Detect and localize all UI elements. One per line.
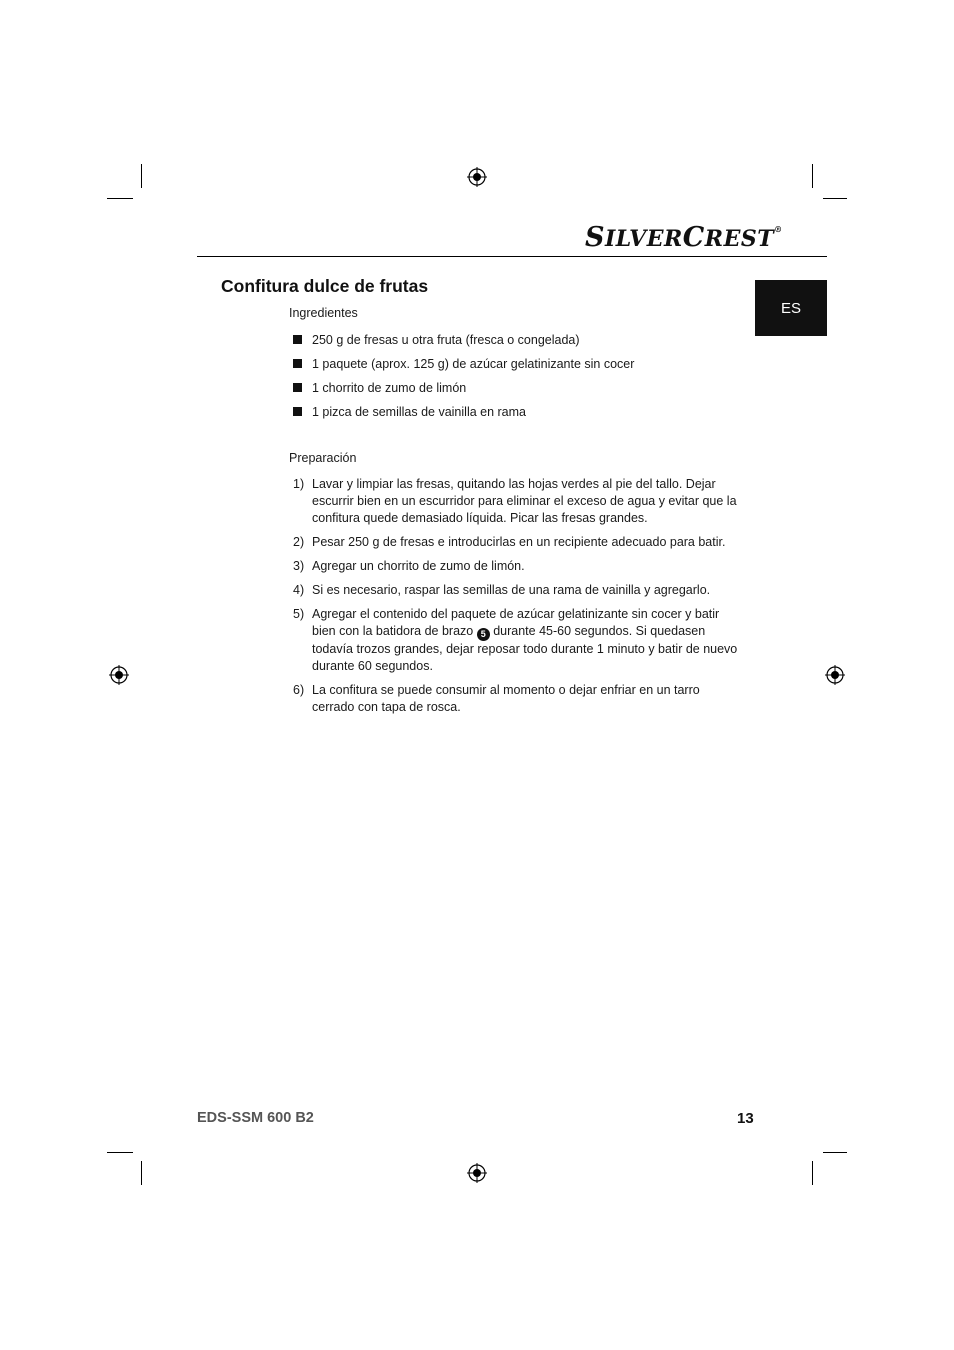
crop-mark [107,1152,133,1153]
crop-mark [141,1161,142,1185]
preparation-heading: Preparación [289,451,357,465]
registration-mark-icon [109,665,129,685]
ingredients-heading: Ingredientes [289,306,358,320]
model-number: EDS-SSM 600 B2 [197,1110,314,1126]
bullet-square-icon [293,383,302,392]
crop-mark [812,1161,813,1185]
crop-mark [141,164,142,188]
registration-mark-icon [825,665,845,685]
part-number-badge: 5 [477,628,490,641]
page-title: Confitura dulce de frutas [221,276,429,296]
list-item: 3) Agregar un chorrito de zumo de limón. [293,559,525,573]
crop-mark [823,1152,847,1153]
bullet-square-icon [293,359,302,368]
registration-mark-icon [467,1163,487,1183]
crop-mark [823,198,847,199]
crop-mark [812,164,813,188]
list-item: 2) Pesar 250 g de fresas e introducirlas en un recipiente adecuado para batir. [293,535,726,549]
header-rule [197,256,827,257]
bullet-square-icon [293,335,302,344]
registration-mark-icon [467,167,487,187]
language-tab [755,280,827,336]
list-item: 4) Si es necesario, raspar las semillas de una rama de vainilla y agregarlo. [293,583,711,597]
list-item: 6) La confitura se puede consumir al momento o dejar enfriar en un tarro cerrado con tapa de rosca. [293,683,700,714]
bullet-square-icon [293,407,302,416]
language-tab-label: ES [780,299,801,317]
page-number: 13 [737,1110,754,1127]
list-item: 5) Agregar el contenido del paquete de azúcar gelatinizante sin cocer y batir bien con la batidora de brazo 5 durante 45-60 segundos. Si quedasen todavía trozos grandes, dejar reposar todo durante 1 minuto y batir de nuevo durante 60 segundos. [293,607,738,673]
brand-logo: SILVERCREST® [585,222,783,253]
crop-mark [107,198,133,199]
list-item: 1) Lavar y limpiar las fresas, quitando las hojas verdes al pie del tallo. Dejar escurrir bien en un escurridor para eliminar el exceso de agua y evitar que la confitura quede demasiado líquida. Picar las fresas grandes. [293,477,737,525]
preparation-steps [289,476,739,723]
